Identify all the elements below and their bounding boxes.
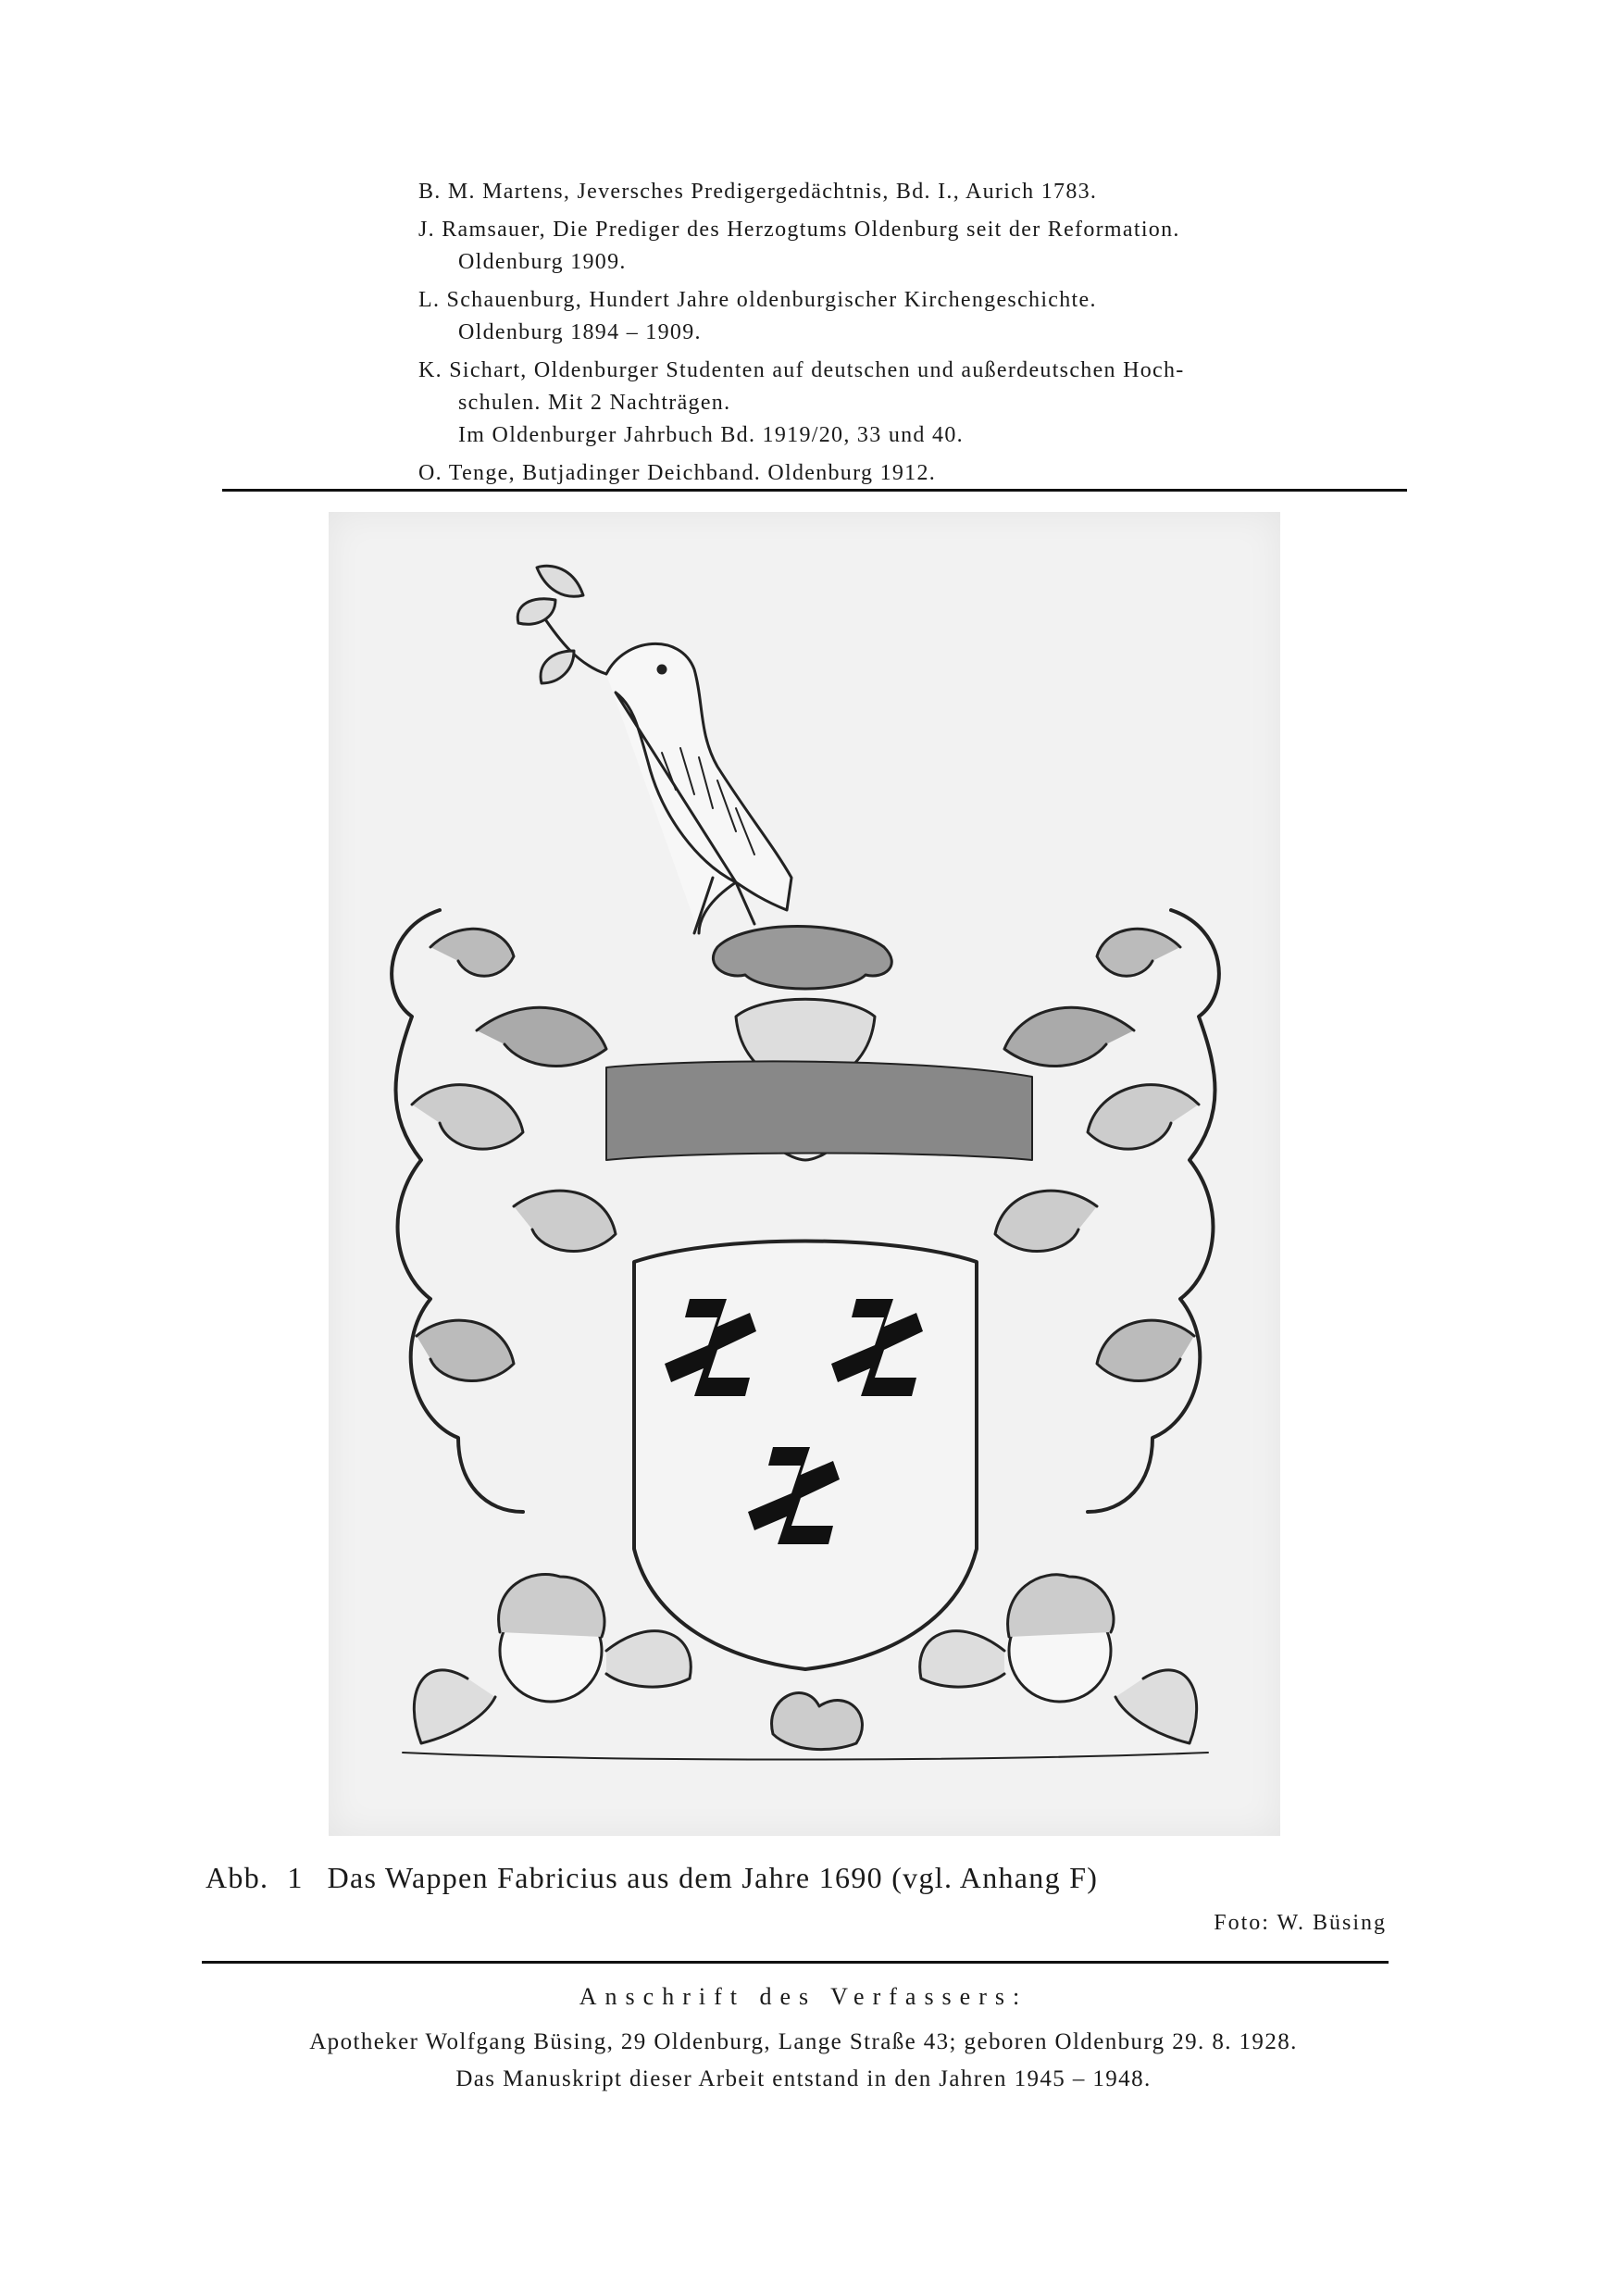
coat-of-arms-figure bbox=[329, 512, 1280, 1836]
coat-of-arms-drawing bbox=[329, 512, 1280, 1836]
caption-text: Das Wappen Fabricius aus dem Jahre 1690 (vgl. Anhang F) bbox=[327, 1861, 1099, 1894]
bib-line: J. Ramsauer, Die Prediger des Herzogtums Oldenburg seit der Reformation. bbox=[418, 218, 1180, 242]
caption-number: 1 bbox=[287, 1861, 304, 1894]
bib-line: Im Oldenburger Jahrbuch Bd. 1919/20, 33 und 40. bbox=[458, 423, 964, 447]
bib-line: Oldenburg 1909. bbox=[458, 250, 627, 274]
bib-entry-ramsauer bbox=[418, 214, 1418, 279]
bib-entry-martens bbox=[418, 176, 1418, 208]
photo-credit: Foto: W. Büsing bbox=[1214, 1911, 1387, 1935]
bib-line: Oldenburg 1894 – 1909. bbox=[458, 320, 702, 344]
address-heading: Anschrift des Verfassers: bbox=[579, 1983, 1028, 2010]
bib-entry-sichart bbox=[418, 355, 1418, 452]
bibliography bbox=[418, 176, 1418, 495]
bib-line: schulen. Mit 2 Nachträgen. bbox=[458, 391, 731, 415]
bib-line: O. Tenge, Butjadinger Deichband. Oldenburg 1912. bbox=[418, 461, 937, 485]
divider-rule bbox=[202, 1961, 1389, 1964]
bib-line: K. Sichart, Oldenburger Studenten auf deutschen und außerdeutschen Hoch- bbox=[418, 358, 1185, 382]
address-line: Apotheker Wolfgang Büsing, 29 Oldenburg, Lange Straße 43; geboren Oldenburg 29. 8. 1928. bbox=[309, 2029, 1298, 2054]
caption-prefix: Abb. bbox=[206, 1861, 269, 1894]
bib-entry-schauenburg bbox=[418, 284, 1418, 349]
bib-line: B. M. Martens, Jeversches Predigergedächtnis, Bd. I., Aurich 1783. bbox=[418, 180, 1098, 204]
figure-caption bbox=[206, 1861, 1098, 1895]
bib-entry-tenge bbox=[418, 457, 1418, 490]
manuscript-note: Das Manuskript dieser Arbeit entstand in den Jahren 1945 – 1948. bbox=[455, 2066, 1152, 2091]
divider-rule bbox=[222, 489, 1407, 492]
bib-line: L. Schauenburg, Hundert Jahre oldenburgischer Kirchengeschichte. bbox=[418, 288, 1097, 312]
